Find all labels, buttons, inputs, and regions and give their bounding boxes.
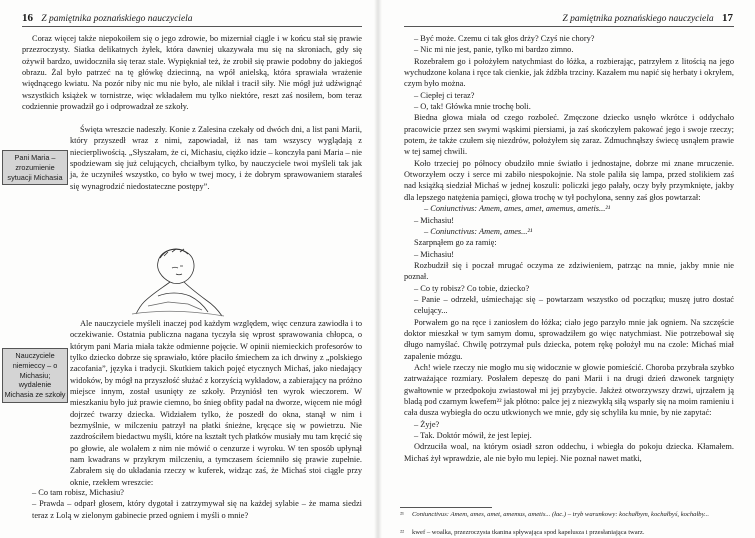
dialogue-line: – Michasiu! — [414, 215, 455, 225]
footnote-rule — [400, 507, 492, 508]
illustration-boy-sketch — [128, 240, 226, 318]
dialogue-line: – Michasiu! — [414, 249, 455, 259]
latin-line: – Coniunctivus: Amem, ames, amet, amemus, ametis...²¹ — [424, 204, 611, 214]
dialogue-line: – Co ty robisz? Co tobie, dziecko? — [414, 283, 530, 293]
footnote-number: ²² — [400, 529, 404, 536]
running-title-left: Z pamiętnika poznańskiego nauczyciela — [41, 14, 193, 24]
left-body-top — [22, 33, 362, 112]
paragraph: Porwałem go na ręce i zaniosłem do łóżka; ciało jego parzyło mnie jak ogniem. Na szczęście doktor mieszkał w tym samym domu, sprowadziłem go więc natychmiast. Nie potrzebował się długo namyślać. Chwilę potrzymał puls dziecka, potem rękę położył mu na czole: Michaś miał zapalenie mózgu. — [404, 317, 734, 361]
paragraph: Święta wreszcie nadeszły. Konie z Zalesina czekały od dwóch dni, a list pani Marii, który przyszedł wraz z nimi, zapowiadał, iż nas tam wszyscy wyglądają z niecierpliwością. „Słyszałam, że ci, Michasiu, ciężko idzie – konczyła pani Maria – nie spodziewam się już celujących, chciałbym tylko, by nauczyciele twoi myśleli tak jak ja, że uczyniłeś wszystko, co było w twej mocy, i że dobrym sprawowaniem starałeś się wynagrodzić niedostateczne postępy”. — [70, 125, 362, 191]
running-head-left — [22, 12, 193, 24]
page-number-left: 16 — [22, 12, 33, 24]
left-body-lower — [70, 318, 362, 488]
paragraph: Ale nauczyciele myśleli inaczej pod każdym względem, więc cenzura zawiodła i to oczekiwanie. Ostatnia publiczna nagana tyczyła się wprost sprawowania chłopca, o którym pani Maria miała także odmienne pojęcie. W opinii niemieckich profesorów to tylko dziecko dobrze się sprawiało, które płaciło śmiechem za ich drwiny z „polskiego zacofania”, języka i tradycji. Skutkiem takich pojęć etycznych Michaś, jako niedający widoków, by mógł na przyszłość służać z korzyścią wykładow, a zabierający na próżno miejsce innym, został usunięty ze szkoły. Przyniósł ten wyrok wieczorem. W mieszkaniu było już prawie ciemno, bo śnieg obfity padał na dworze, więcem nie mógł dojrzeć twarzy dziecka. Widziałem tylko, że poszedł do okna, stanął w nim i bezmyślnie, w milczeniu patrzył na płatki śnieżne, kręcące się w powietrzu. Nie zazdrościłem biedactwu myśli, które na kształt tych płatków musiały mu tam kręcić się po głowie, ale wolałem z nim nie mówić o cenzurze i wyroku. W ten sposób upłynął nam kwadrans w przykrym milczeniu, a tymczasem ściemniło się prawie zupełnie. Zabrałem się do układania rzeczy w kuferek, widząc zaś, że Michaś stoi ciągle przy oknie, rzekłem wreszcie: — [70, 319, 362, 487]
footnote-22 — [400, 528, 740, 537]
paragraph: Rozbudził się i poczał mrugać oczyma ze zdziwieniem, patrząc na mnie, jakby mnie nie poznał. — [404, 260, 734, 282]
paragraph: Coraz więcej także niepokoiłem się o jego zdrowie, bo mizerniał ciągle i w końcu stał się prawie przezroczysty. Siatka delikatnych żyłek, która dawniej ukazywała mu się na skroniach, gdy się ożywił bardzo, uwidoczniła się teraz stale. Wypiękniał też, że zrobił się prawie podobny do jakiegoś obrazu. Żal było patrzeć na tę główkę dziecinną, na wpół anielską, która sprawiała wrażenie więdnącego kwiatu. Na pozór niby nic mu nie było, ale nikłał i tracił siły. Nie mógł już udźwignąć wszystkich książek w tornistrze, więc wkładałem mu tylko niektóre, reszt zaś nosiłem, bom teraz codziennie prowadził go i odprowadzał ze szkoły. — [22, 34, 362, 112]
margin-note-maria: Pani Maria – zrozumienie sytuacji Michasia — [2, 150, 68, 185]
paragraph: Ach! wiele rzeczy nie mogło mu się widocznie w głowie pomieścić. Choroba przybrała szybko zatrważające rozmiary. Posłałem depeszę do pani Marii i na drugi dzień dzwonek targnięty gwałtownie w przedpokoju zwiastował mi jej przybycie. Jakżeż otworzywszy drzwi, ujrzałem ją bladą pod czarnym kwefem²² jak płótno: palce jej z niezwykłą siłą wsparły się na moim ramieniu i cała dusza wybiegła do oczu utkwionych we mnie, gdy się schyliła ku mnie, by nie zapytać: — [404, 362, 734, 418]
dialogue-line: – Żyje? — [414, 419, 440, 429]
footnote-text: Coniunctivus: Amem, ames, amet, amemus, ametis... (łac.) – tryb warunkowy: kochałbym, kochałbyś, kochałby... — [412, 511, 710, 518]
running-title-right: Z pamiętnika poznańskiego nauczyciela — [562, 14, 714, 24]
footnote-number: ²¹ — [400, 511, 404, 518]
running-head-right — [562, 12, 733, 24]
paragraph: Rozebrałem go i położyłem natychmiast do łóżka, a rozbierając, patrzyłem z litością na jego wychudzone kolana i ręce tak cienkie, jak źdźbła trzciny. Kazałem mu napić się herbaty i okryłem, czym było można. — [404, 56, 734, 89]
right-page — [378, 0, 755, 538]
header-rule-left — [22, 26, 362, 27]
margin-note-teachers: Nauczyciele niemieccy – o Michasiu; wydalenie Michasia ze szkoły — [2, 348, 68, 403]
dialogue-line: – Tak. Doktór mówił, że jest lepiej. — [414, 431, 532, 441]
paragraph: Biedna głowa miała od czego rozboleć. Zmęczone dziecko usnęło wkrótce i oddychało pracowicie przez sen swymi wąskimi piersiami, ja zaś skończyłem pakować jego i swoje rzeczy; potem, że także czułem się niezdrów, położyłem się zaraz. Zdmuchnąłszy świecę usnąłem prawie w tej samej chwili. — [404, 113, 734, 157]
dialogue-line: – O, tak! Główka mnie trochę boli. — [414, 102, 531, 112]
dialogue-line: Szarpnąłem go za ramię: — [414, 238, 497, 248]
dialogue-line: – Być może. Czemu ci tak głos drży? Czyś nie chory? — [414, 34, 595, 43]
dialogue-line: – Co tam robisz, Michasiu? — [32, 488, 124, 497]
page-number-right: 17 — [722, 12, 733, 24]
dialogue-line: – Nic mi nie jest, panie, tylko mi bardzo zimno. — [414, 45, 574, 55]
dialogue-line: – Ciepłej ci teraz? — [414, 90, 475, 100]
left-body-mid — [70, 124, 362, 192]
latin-line: – Coniunctivus: Amem, ames...²¹ — [424, 226, 533, 236]
dialogue-line: – Panie – odrzekł, uśmiechając się – powtarzam wszystko od początku; muszę jutro dostać celujący... — [414, 294, 734, 316]
right-body — [404, 33, 734, 464]
paragraph: Odrzuciła woal, na którym osiadł szron oddechu, i wbiegła do pokoju dziecka. Kłamałem. Michaś żył wprawdzie, ale nie było mu lepiej. Nie poznał nawet matki, — [404, 442, 734, 463]
left-body-bottom — [22, 487, 362, 521]
header-rule-right — [404, 26, 734, 27]
footnote-text: kwef – woalka, przezroczysta tkanina spływająca spod kapelusza i przesłaniająca twarz. — [412, 529, 645, 536]
footnote-21 — [400, 510, 740, 519]
paragraph: Koło trzeciej po północy obudziło mnie światło i jednostajne, dobrze mi znane mruczenie. Otworzyłem oczy i serce mi zabiło niespokojnie. Na stole paliła się lampa, przed stolikiem zaś nad książką siedział Michaś w jednej koszuli: policzki jego pałały, oczy były przymknięte, jakby dla lepszego natężenia pamięci, głowa trochę w tył pochylona, senny zaś głos powtarzał: — [404, 158, 734, 202]
dialogue-line: – Prawda – odparł głosem, który dygotał i zatrzymywał się na każdej sylabie – że mama siedzi teraz z Lolą w zielonym gabinecie przed ogniem i myśli o mnie? — [32, 499, 362, 520]
